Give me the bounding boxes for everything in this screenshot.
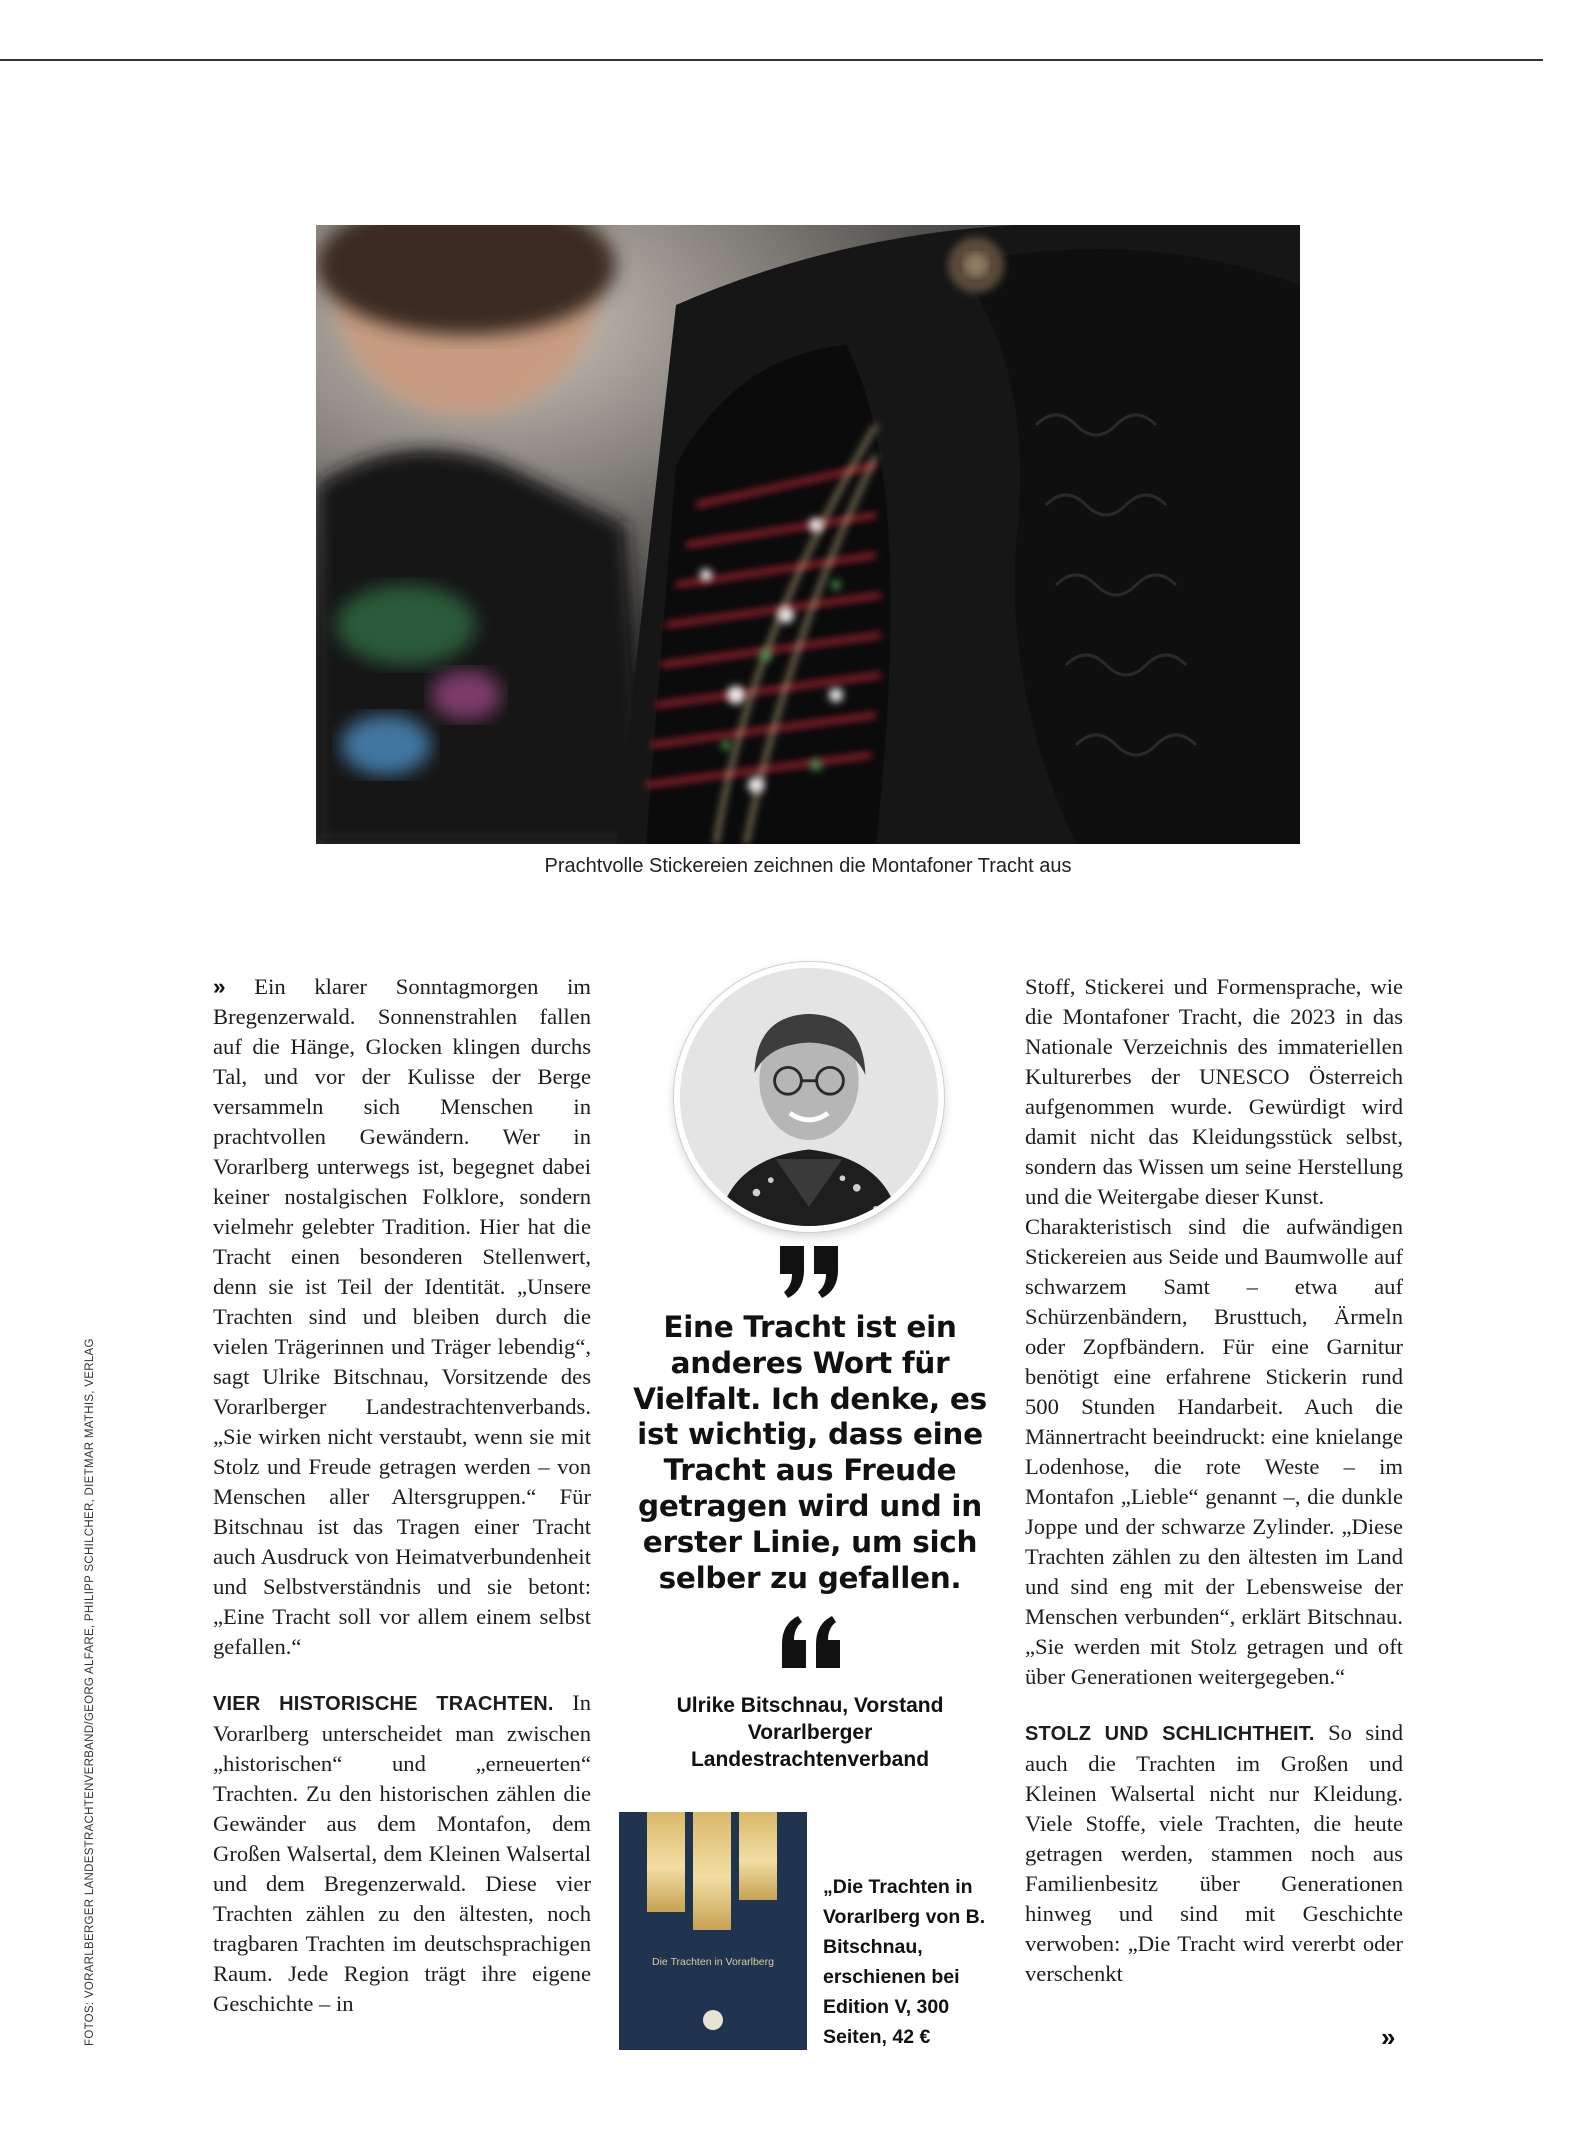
quote-open-icon (778, 1244, 842, 1300)
section-subhead: STOLZ UND SCHLICHTHEIT. (1025, 1723, 1315, 1745)
hero-photo (316, 225, 1300, 844)
article-start-marker: » (213, 974, 226, 999)
quote-author (625, 1692, 995, 1773)
book-cover-title: Die Trachten in Vorarlberg (652, 1956, 774, 1968)
photo-caption: Prachtvolle Stickereien zeichnen die Montafoner Tracht aus (544, 855, 1072, 877)
paragraph-text: So sind auch die Trachten im Großen und Kleinen Walsertal nicht nur Kleidung. Viele Stoffe, viele Trachten, die heute getragen werden, stammen noch aus Familienbesitz über Generationen hinweg und sind mit Geschichte verwoben: „Die Tracht wird vererbt oder verschenkt (1025, 1720, 1403, 1986)
article-continue-marker: » (1381, 2022, 1396, 2052)
quote-close-icon (778, 1614, 842, 1670)
pull-quote: Eine Tracht ist ein anderes Wort für Vielfalt. Ich denke, es ist wichtig, dass eine Tracht aus Freude getragen wird und in erster Linie, um sich selber zu gefallen. (633, 1310, 987, 1595)
article-column-left (213, 972, 591, 2019)
author-portrait (674, 962, 944, 1232)
quote-author-line: Vorarlberger (747, 1721, 873, 1744)
paragraph: Charakteristisch sind die aufwändigen Stickereien aus Seide und Baumwolle auf schwarzem Samt – etwa auf Schürzenbändern, Brusttuch, Ärmeln oder Zopfbändern. Für eine Garnitur benötigt eine erfahrene Stickerin rund 500 Stunden Handarbeit. Auch die Männertracht beeindruckt: eine knielange Lodenhose, die rote Weste – im Montafon „Lieble“ genannt –, die dunkle Joppe und der schwarze Zylinder. „Diese Trachten zählen zu den ältesten im Land und sind eng mit der Lebensweise der Menschen verbunden“, erklärt Bitschnau. „Sie werden mit Stolz getragen und oft über Generationen weitergegeben.“ (1025, 1214, 1403, 1689)
article-column-right (1025, 972, 1403, 1989)
quote-author-line: Landestrachtenverband (690, 1748, 930, 1771)
quote-author-line: Ulrike Bitschnau, Vorstand (676, 1694, 944, 1717)
photo-credit: FOTOS: VORARLBERGER LANDESTRACHTENVERBAND/GEORG ALFARE, PHILIPP SCHILCHER, DIETMAR MATHIS, VERLAG (84, 1338, 96, 2046)
paragraph: Stoff, Stickerei und Formensprache, wie die Montafoner Tracht, die 2023 in das Nationale Verzeichnis des immateriellen Kulturerbes der UNESCO Österreich aufgenommen wurde. Gewürdigt wird damit nicht das Kleidungsstück selbst, sondern das Wissen um seine Herstellung und die Weitergabe dieser Kunst. (1025, 974, 1403, 1209)
book-caption: „Die Trachten in Vorarlberg von B. Bitschnau, erschienen bei Edition V, 300 Seiten, 42 € (823, 1876, 986, 2048)
paragraph (213, 1688, 591, 2019)
paragraph (1025, 1718, 1403, 1989)
top-rule (0, 59, 1543, 61)
paragraph-text: In Vorarlberg unterscheidet man zwischen „historischen“ und „erneuerten“ Trachten. Zu den historischen zählen die Gewänder aus dem Montafon, dem Großen Walsertal, dem Kleinen Walsertal und dem Bregenzerwald. Diese vier Trachten zählen zu den ältesten, noch tragbaren Trachten im deutschsprachigen Raum. Jede Region trägt ihre eigene Geschichte – in (213, 1690, 592, 2016)
section-subhead: VIER HISTORISCHE TRACHTEN. (213, 1693, 554, 1715)
book-cover (619, 1812, 807, 2050)
paragraph (213, 972, 591, 1662)
paragraph-text: Ein klarer Sonntagmorgen im Bregenzerwald. Sonnenstrahlen fallen auf die Hänge, Glocken klingen durchs Tal, und vor der Kulisse der Berge versammeln sich Menschen in prachtvollen Gewändern. Wer in Vorarlberg unterwegs ist, begegnet dabei keiner nostalgischen Folklore, sondern vielmehr gelebter Tradition. Hier hat die Tracht einen besonderen Stellenwert, denn sie ist Teil der Identität. „Unsere Trachten sind und bleiben durch die vielen Trägerinnen und Träger lebendig“, sagt Ulrike Bitschnau, Vorsitzende des Vorarlberger Landestrachtenverbands. „Sie wirken nicht verstaubt, wenn sie mit Stolz und Freude getragen werden – von Menschen aller Altersgruppen.“ Für Bitschnau ist das Tragen einer Tracht auch Ausdruck von Heimatverbundenheit und Selbstverständnis und sie betont: „Eine Tracht soll vor allem einem selbst gefallen.“ (213, 974, 591, 1659)
publisher-seal-icon (703, 2010, 723, 2030)
